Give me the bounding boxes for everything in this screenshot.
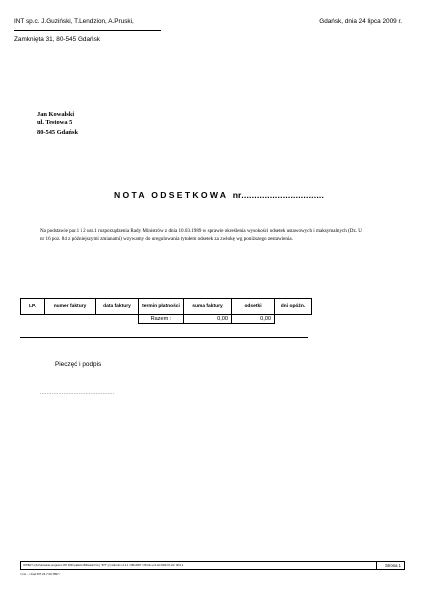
signature-label: Pieczęć i podpis (55, 361, 102, 368)
interest-table (20, 298, 312, 324)
title-text: NOTA ODSETKOWA (114, 190, 228, 200)
page-number: Strona 1 (385, 563, 401, 568)
total-sum: 0,00 (184, 315, 232, 324)
footer-program-info: INT:BHT (c)Uzykowanie programu INT 2003 pakietu Biblioteki firmy "INT" (c) wiki.intl.x.2.3.1 / 080-0007 / 08-01+vv.0.42 2009-07-24 / 00:0 a (23, 564, 184, 567)
footer-divider (376, 562, 377, 569)
table-header-row (21, 299, 312, 315)
sender-address-line: Zamknięta 31, 80-545 Gdańsk (14, 36, 100, 43)
sender-name-line: INT sp.c. J.Guziński, T.Lendzion, A.Pruski, (14, 18, 134, 25)
header-invoice-date: data faktury (96, 299, 139, 315)
header-invoice-sum: suma faktury (184, 299, 232, 315)
sender-divider (14, 30, 161, 31)
header-payment-term: termin płatności (139, 299, 184, 315)
document-title (114, 190, 325, 200)
signature-line: ............................................ (40, 390, 115, 396)
header-interest: odsetki (232, 299, 275, 315)
legal-basis-paragraph: Na podstawie par.1 i 2 ust.1 rozporządzenia Rady Ministrów z dnia 10.03.1989 w sprawie określenia wysokości odsetek ustawowych i maksymalnych (Dz. U nr 16 poz. 84 z późniejszymi zmianami) wzywamy do uregulowania tytułem odsetek za zwłokę wg poniższego zestawienia. (40, 228, 362, 242)
number-label: nr (232, 190, 242, 200)
place-date: Gdańsk, dnia 24 lipca 2009 r. (319, 18, 402, 25)
recipient-name: Jan Kowalski (37, 111, 75, 118)
header-invoice-number: numer faktury (45, 299, 96, 315)
table-divider (20, 337, 308, 338)
table-total-row (21, 315, 312, 324)
total-interest: 0,00 (232, 315, 275, 324)
header-lp: LP. (21, 299, 45, 315)
recipient-city: 80-545 Gdańsk (37, 129, 79, 136)
page-footer (20, 561, 405, 570)
number-placeholder: ................................ (241, 190, 325, 200)
total-label: Razem : (139, 315, 184, 324)
footer-code: / nnn... /-Kod:INT 24-7 00-7897 / (20, 572, 61, 576)
header-days-late: dni opóźn. (275, 299, 312, 315)
recipient-street: ul. Testowa 5 (37, 119, 73, 126)
